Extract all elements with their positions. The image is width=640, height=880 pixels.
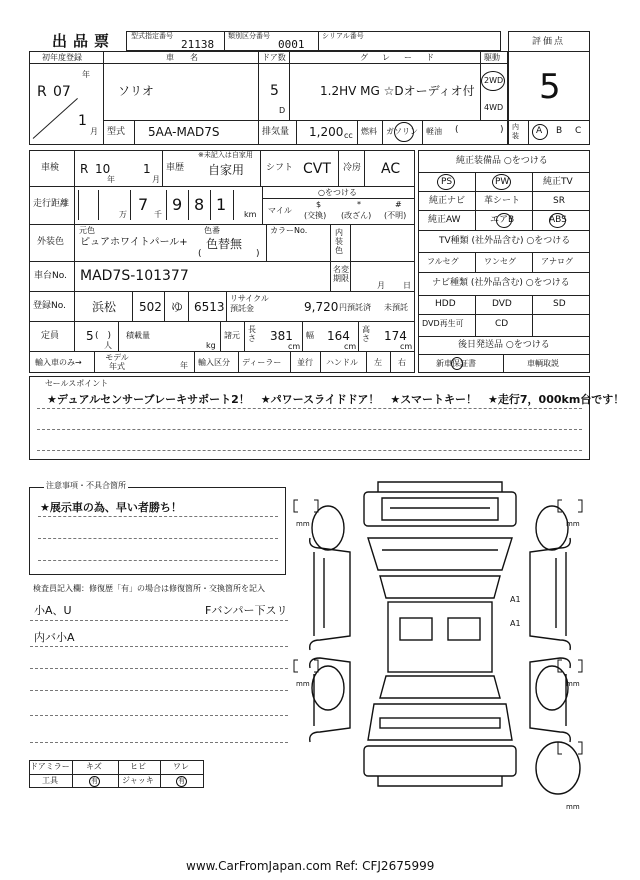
interior-label: 内装 [512,123,519,140]
recycle-unit: 円預託済 [339,303,371,312]
handle-right: 右 [398,358,406,367]
legend-tool-have: 有 [91,777,98,785]
inspector-line2-left: 内バ小A [34,631,75,644]
height-value: 174 [384,329,407,343]
inspector-line1-left: 小A、U [34,604,72,617]
width-unit: cm [344,342,357,351]
registration-number: 6513 [194,300,225,314]
model-cert-label: 型式指定番号 [131,32,173,40]
mileage-digit-6: 1 [216,195,227,214]
inspection-year-unit: 年 [107,175,115,184]
load-label: 積載量 [126,331,150,340]
equipment-abs-circle [549,213,566,228]
import-type-label: 輸入区分 [198,358,230,367]
sales-text: ★デュアルセンサーブレーキサポート2！ ★パワースライドドア！ ★スマートキー！ ★走行7，000km台です！ [47,393,625,406]
chassis-value: MAD7S-101377 [80,268,189,284]
legend-door-mirror: ドアミラー [30,762,70,771]
length-label: 長さ [248,325,256,343]
shift-value: CVT [303,161,331,177]
usage-value: 自家用 [208,163,245,177]
doors-label: ドア数 [262,53,286,62]
capacity-value: 5 [86,329,94,343]
mileage-digit-3: 7 [138,195,149,214]
exterior-num: 色替無 [206,237,243,251]
grade-value: 1.2HV MG ☆Dオーディオ付 [320,84,475,98]
model-year-label: モデル年式 [105,353,129,371]
exterior-orig: ピュアホワイトパール+ [80,237,188,248]
car-damage-diagram [290,478,590,808]
inspection-label: 車検 [41,163,60,173]
doors-value: 5 [270,83,279,99]
legend-tool: 工具 [42,776,58,785]
navi-dvd: DVD [492,299,512,309]
sales-label: セールスポイント [45,379,109,388]
mm-label-spare: mm [566,803,580,811]
fuel-light-oil: 軽油 [426,127,442,136]
navi-sd: SD [553,299,566,309]
load-kg: kg [206,341,216,350]
navi-cd: CD [495,319,509,329]
mm-label-fl: mm [296,520,310,528]
inspector-label: 検査員記入欄：修復歴「有」の場合は修復箇所・交換箇所を記入 [33,584,265,593]
registration-class: 502 [139,300,162,314]
mileage-mile: マイル [268,206,292,215]
damage-mark-2: A1 [510,619,521,628]
later-title: 後日発送品 ○をつける [458,340,550,350]
first-reg-year-unit: 年 [82,70,90,79]
equipment-pw-circle [492,174,511,190]
legend-jack-have: 有 [178,777,185,785]
mileage-exchange: (交換) [304,211,327,220]
mileage-digit-5: 8 [194,195,205,214]
registration-kana: ゆ [171,300,184,314]
mileage-sen: 千 [154,210,162,219]
exterior-label: 外装色 [37,237,65,247]
equipment-leather: 革シート [484,196,521,206]
cc-label: 排気量 [262,127,290,137]
class-number: 0001 [278,38,305,51]
name-change-month: 月 [377,281,385,290]
later-warranty: 新車保証書 [436,359,476,368]
equipment-ps: PS [441,177,453,187]
fuel-circle [394,122,414,142]
exterior-orig-label: 元色 [79,226,95,235]
later-manual: 車輌取説 [527,359,559,368]
capacity-paren: ( ) [95,331,112,341]
fuel-gasoline: ガソリン [386,127,418,136]
mileage-tamper-symbol: * [357,200,361,209]
grade-label: グ レ ー ド [360,53,437,62]
color-no-label: カラーNo. [270,226,308,235]
inspector-line1-right: Fバンパー下スリ [205,604,288,617]
interior-c: C [575,126,582,136]
capacity-label: 定員 [41,331,60,341]
equipment-title: 純正装備品 ○をつける [456,156,548,166]
sales-box [29,376,590,460]
mm-label-rr: mm [566,680,580,688]
fuel-label: 燃料 [361,127,377,136]
interior-color-label: 内装色 [335,228,343,255]
score-value: 5 [539,67,561,107]
name-change-day: 日 [403,281,411,290]
length-value: 381 [270,329,293,343]
tv-oneseg: ワンセグ [484,257,516,266]
equipment-pw: PW [495,177,510,187]
inspection-month-unit: 月 [152,175,160,184]
first-reg-year: 07 [53,84,71,100]
mileage-unknown-symbol: # [395,200,402,209]
navi-dvd-play: DVD再生可 [422,319,464,328]
equipment-aw: 純正AW [428,215,461,225]
mileage-man: 万 [119,210,127,219]
first-reg-label: 初年度登録 [42,53,82,62]
equipment-tv: 純正TV [543,177,573,187]
equipment-abs: ABS [549,215,567,225]
cc-value: 1,200 [309,125,344,139]
interior-a: A [536,126,543,136]
registration-city: 浜松 [92,300,117,314]
type-value: 5AA-MAD7S [148,125,220,139]
interior-b: B [556,126,563,136]
car-name-label: 車 名 [166,53,198,62]
legend-scratch: キズ [86,762,102,771]
first-reg-month-unit: 月 [90,127,98,136]
ac-label: 冷房 [343,163,362,173]
navi-title: ナビ種類 (社外品含む) ○をつける [432,278,570,288]
equipment-airbag-circle [496,213,512,228]
inspection-era: R [80,162,89,176]
legend-crack: ヒビ [130,762,146,771]
mileage-circle-note: ○をつける [318,188,357,197]
car-name: ソリオ [118,84,154,98]
class-label: 類別区分番号 [228,32,270,40]
equipment-sr: SR [553,196,565,206]
chassis-label: 車台No. [34,271,67,281]
cc-unit: cc [344,131,353,140]
usage-note: ※未記入は自家用 [198,151,253,159]
sheet-title: 出品票 [52,32,116,50]
height-label: 高さ [362,325,370,343]
type-label: 型式 [107,127,126,137]
mileage-digit-4: 9 [172,195,183,214]
model-cert-number: 21138 [181,38,215,51]
legend-broken: ワレ [173,762,189,771]
tv-analog: アナログ [541,257,573,266]
recycle-value: 9,720 [304,300,339,314]
equipment-ps-circle [437,174,455,190]
score-label: 評価点 [532,37,566,47]
tv-title: TV種類 (社外品含む) ○をつける [439,236,571,246]
mm-label-fr: mm [566,520,580,528]
first-reg-era: R [37,84,47,100]
notes-label: 注意事項・不具合箇所 [46,481,126,490]
capacity-person: 人 [104,341,112,350]
exterior-num-label: 色番 [204,226,220,235]
mileage-unknown: (不明) [384,211,407,220]
length-unit: cm [288,342,301,351]
recycle-not: 未預託 [384,303,408,312]
drive-label: 駆動 [484,53,500,62]
registration-label: 登録No. [33,301,66,311]
shift-label: シフト [266,163,294,173]
import-label: 輸入車のみ→ [35,358,82,367]
mileage-exchange-symbol: $ [316,200,322,209]
width-label: 幅 [306,331,314,340]
recycle-label: リサイクル預託金 [230,294,269,313]
handle-label: ハンドル [326,358,358,367]
drive-4wd: 4WD [484,103,504,112]
mileage-digits [78,190,232,220]
width-value: 164 [327,329,350,343]
name-change-label: 名変期限 [333,265,349,283]
inspection-year: 10 [95,162,111,176]
drive-2wd: 2WD [484,76,504,85]
import-dealer: ディーラー [242,358,282,367]
tv-fullseg: フルセグ [427,257,459,266]
mileage-unit: km [244,210,257,219]
equipment-airbag: エアB [490,215,515,225]
usage-label: 車歴 [166,163,185,173]
mm-label-rl: mm [296,680,310,688]
damage-mark-1: A1 [510,595,521,604]
legend-jack: ジャッキ [122,776,154,785]
specs-label: 諸元 [224,331,240,340]
mileage-label: 走行距離 [33,199,70,209]
later-warranty-circle [451,357,463,370]
serial-label: シリアル番号 [322,32,364,40]
handle-left: 左 [374,358,382,367]
equipment-navi: 純正ナビ [429,196,466,206]
model-year-unit: 年 [180,361,188,370]
footer-ref: www.CarFromJapan.com Ref: CFJ2675999 [186,859,435,873]
first-reg-month: 1 [78,113,87,129]
navi-hdd: HDD [435,299,456,309]
inspection-month: 1 [143,162,151,176]
notes-text: ★展示車の為、早い者勝ち！ [40,501,182,514]
mileage-tamper: (改ざん) [341,211,372,220]
height-unit: cm [400,342,413,351]
import-parallel: 並行 [297,358,313,367]
ac-value: AC [381,161,401,177]
doors-suffix: D [279,106,286,115]
